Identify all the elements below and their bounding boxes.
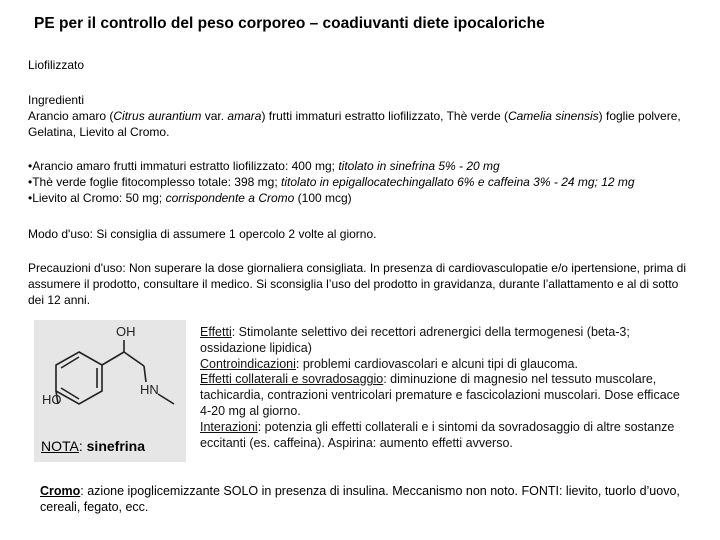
composition-item: •Thè verde foglie fitocomplesso totale: 398 mg; titolato in epigallocatechingallato 6% e caffeina 3% - 24 mg; 12 mg (28, 175, 635, 189)
cromo-note: Cromo: azione ipoglicemizzante SOLO in presenza di insulina. Meccanismo non noto. FONTI: lievito, tuorlo d’uovo, cereali, fegato, ecc. (40, 484, 680, 514)
composition-item: •Lievito al Cromo: 50 mg; corrispondente a Cromo (100 mcg) (28, 191, 352, 205)
page-title: PE per il controllo del peso corporeo – coadiuvanti diete ipocaloriche (34, 15, 545, 32)
notes-panel (200, 325, 690, 451)
usage-text: Modo d'uso: Si consiglia di assumere 1 opercolo 2 volte al giorno. (28, 227, 377, 241)
note-item: Interazioni: potenzia gli effetti collaterali e i sintomi da sovradosaggio di altre sostanze eccitanti (es. caffeina). Aspirina: aumento effetti avverso. (200, 419, 675, 450)
note-item: Controindicazioni: problemi cardiovascolari e alcuni tipi di glaucoma. (200, 356, 578, 371)
ho-label: HO (42, 392, 62, 407)
ingredients-section (28, 92, 692, 140)
composition-list (28, 158, 692, 206)
nh-label: HN (140, 382, 159, 397)
note-item: Effetti: Stimolante selettivo dei recettori adrenergici della termogenesi (beta-3; ossidazione lipidica) (200, 325, 630, 355)
oh-label: OH (116, 324, 136, 339)
form-label: Liofilizzato (28, 58, 85, 72)
ingredients-text: Arancio amaro (Citrus aurantium var. amara) frutti immaturi estratto liofilizzato, Thè verde (Camelia sinensis) foglie polvere, Gelatina, Lievito al Cromo. (28, 109, 681, 139)
precautions-text: Precauzioni d'uso: Non superare la dose giornaliera consigliata. In presenza di cardiovasculopatie e/o ipertensione, prima di assumere il prodotto, consultare il medico. Si sconsiglia l’uso del prodotto in gravidanza, durante l’allattamento e al di sotto dei 12 anni. (28, 261, 687, 307)
nota-caption: NOTA: sinefrina (41, 438, 145, 454)
ingredients-heading: Ingredienti (28, 93, 85, 107)
composition-item: •Arancio amaro frutti immaturi estratto liofilizzato: 400 mg; titolato in sinefrina 5% - 20 mg (28, 159, 500, 173)
note-item: Effetti collaterali e sovradosaggio: diminuzione di magnesio nel tessuto muscolare, tachicardia, contrazioni ventricolari premature e fascicolazioni muscolari. Dose efficace 4-20 mg al giorno. (200, 372, 680, 418)
